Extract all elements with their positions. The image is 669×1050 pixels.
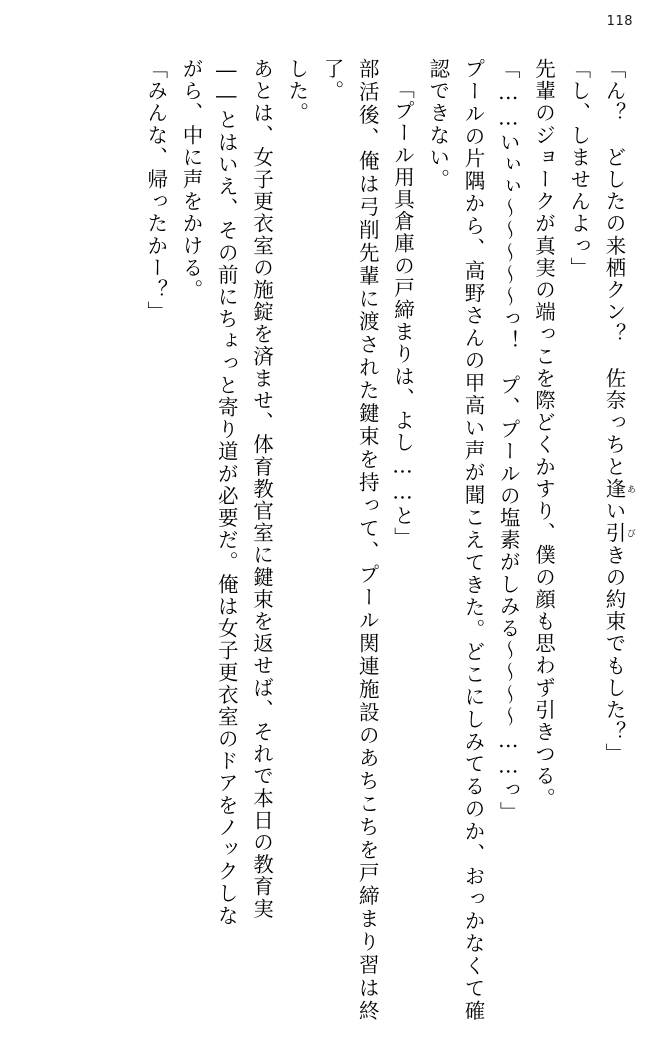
paragraph: プールの片隅から、高野さんの甲高い声が聞こえてきた。どこにしみてるのか、おっかなくて確認できない。 [425, 58, 485, 1022]
paragraph: 「ん？ どしたの来栖クン？ 佐奈っちと逢 あい引 びきの約束でもした？」 [602, 58, 635, 766]
paragraph: 「し、しませんよっ」 [566, 58, 591, 279]
paragraph: がら、中に声をかける。 [179, 58, 203, 302]
paragraph: 部活後、俺は弓削先輩に渡された鍵束を持って、プール関連施設のあちこちを戸締まり習は終了。 [320, 58, 380, 1022]
ruby-au: 逢 あ [602, 477, 635, 501]
paragraph: 先輩のジョークが真実の端っこを際どくかすり、僕の顔も思わず引きつる。 [531, 58, 556, 810]
paragraph: 「みんな、帰ったかー？」 [143, 58, 168, 324]
paragraph: あとは、女子更衣室の施錠を済ませ、体育教官室に鍵束を返せば、それで本日の教育実 [249, 58, 274, 920]
ruby-biki: 引 び [602, 522, 635, 545]
page-number: 118 [606, 14, 633, 29]
paragraph: した。 [284, 58, 309, 125]
page-text-body [30, 58, 635, 1022]
paragraph-text: 「ん？ どしたの来栖クン？ 佐奈っちと [602, 58, 626, 478]
paragraph: ――とはいえ、その前にちょっと寄り道が必要だ。俺は女子更衣室のドアをノックしな [214, 58, 239, 927]
paragraph: 「プール用具倉庫の戸締まりは、よし……と」 [390, 78, 415, 550]
paragraph: 「……いぃぃ～～～～～っ！ プ、プールの塩素がしみる～～～～……っ」 [496, 58, 521, 824]
